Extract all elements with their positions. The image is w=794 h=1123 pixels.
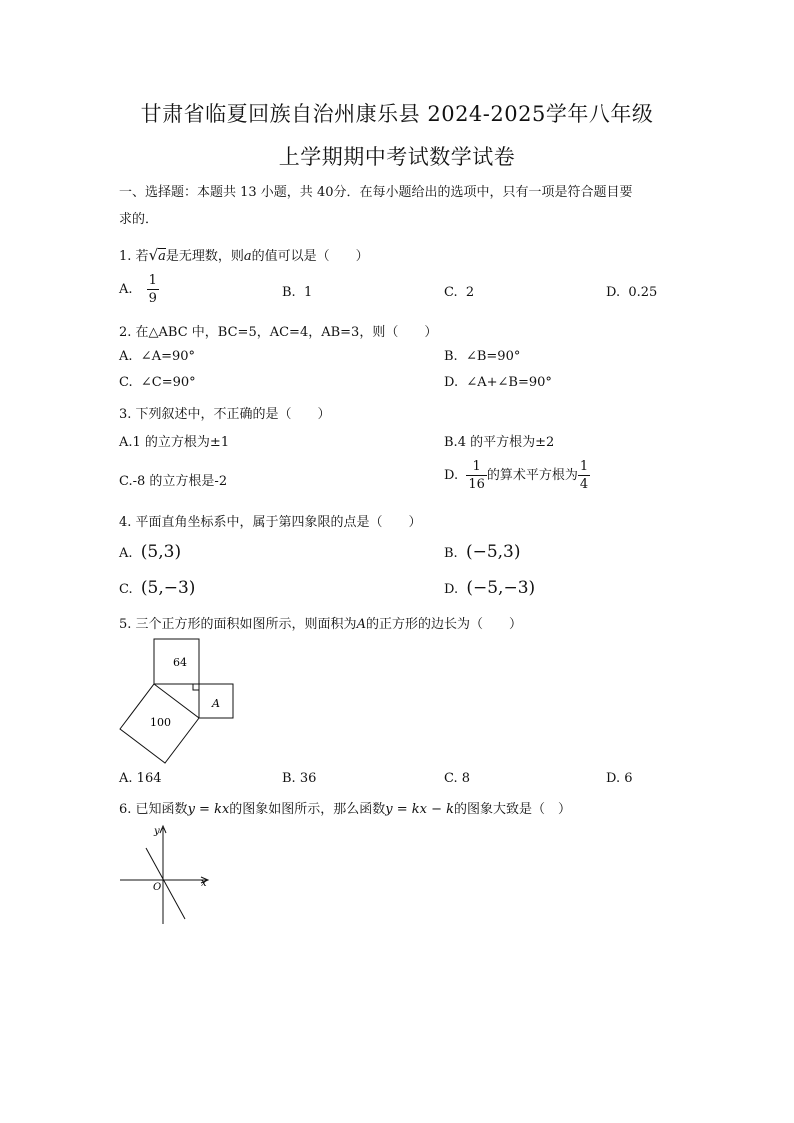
square-a-label: A <box>212 697 220 710</box>
exam-title-line-1: 甘肃省临夏回族自治州康乐县 2024-2025学年八年级 <box>140 102 654 126</box>
graph-line-y-kx <box>146 848 185 919</box>
question-4-stem: 4. 平面直角坐标系中，属于第四象限的点是（ ） <box>119 515 422 530</box>
question-3-option-d: D. $\frac{1}{16}$ 的算术平方根为 $\frac{1}{4}$ <box>444 459 589 492</box>
question-4-option-d: D. (−5,−3) <box>444 578 536 598</box>
question-5-option-c: C. 8 <box>444 771 471 786</box>
question-2-option-c: C. ∠C=90° <box>119 375 196 390</box>
question-1-option-d: D. 0.25 <box>606 285 658 300</box>
question-1-stem: 1. 若√a是无理数，则a的值可以是（ ） <box>119 246 369 264</box>
question-2-option-d: D. ∠A+∠B=90° <box>444 375 552 390</box>
question-1-option-a: A. $\frac{1}{9}$ <box>119 273 157 306</box>
question-4-option-c: C. (5,−3) <box>119 578 196 598</box>
fraction: $\frac{1}{9}$ <box>148 273 157 306</box>
question-1-option-b: B. 1 <box>282 285 313 300</box>
question-5-option-a: A. 164 <box>119 771 162 786</box>
squares-figure <box>115 635 245 765</box>
question-4-option-a: A. (5,3) <box>119 542 182 562</box>
question-5-option-b: B. 36 <box>282 771 317 786</box>
sqrt-expression: √a <box>148 246 166 264</box>
function-graph-figure <box>115 820 220 930</box>
fraction: $\frac{1}{16}$ <box>468 459 485 492</box>
x-axis-label: x <box>201 878 207 889</box>
question-4-option-b: B. (−5,3) <box>444 542 521 562</box>
question-3-option-a: A.1 的立方根为±1 <box>119 435 230 450</box>
origin-label: O <box>153 882 162 893</box>
question-5-stem: 5. 三个正方形的面积如图所示，则面积为A的正方形的边长为（ ） <box>119 617 522 632</box>
question-3-stem: 3. 下列叙述中，不正确的是（ ） <box>119 407 331 422</box>
question-2-stem: 2. 在△ABC 中，BC=5，AC=4，AB=3，则（ ） <box>119 325 438 340</box>
question-3-option-b: B.4 的平方根为±2 <box>444 435 555 450</box>
square-100-label: 100 <box>150 716 171 729</box>
question-number: 1. <box>119 249 132 264</box>
section-heading-line-1: 一、选择题：本题共 13 小题，共 40分．在每小题给出的选项中，只有一项是符合题目要 <box>119 185 633 200</box>
question-6-stem: 6. 已知函数y = kx的图象如图所示，那么函数y = kx − k的图象大致是（ ） <box>119 802 572 817</box>
exam-title-line-2: 上学期期中考试数学试卷 <box>278 145 516 169</box>
question-2-option-b: B. ∠B=90° <box>444 349 521 364</box>
y-axis-label: y <box>154 826 160 837</box>
question-3-option-c: C.-8 的立方根是-2 <box>119 474 228 489</box>
question-2-option-a: A. ∠A=90° <box>119 349 196 364</box>
question-5-option-d: D. 6 <box>606 771 633 786</box>
fraction: $\frac{1}{4}$ <box>579 459 589 492</box>
question-1-option-c: C. 2 <box>444 285 475 300</box>
square-64-label: 64 <box>173 656 187 669</box>
section-heading-line-2: 求的． <box>119 212 159 227</box>
